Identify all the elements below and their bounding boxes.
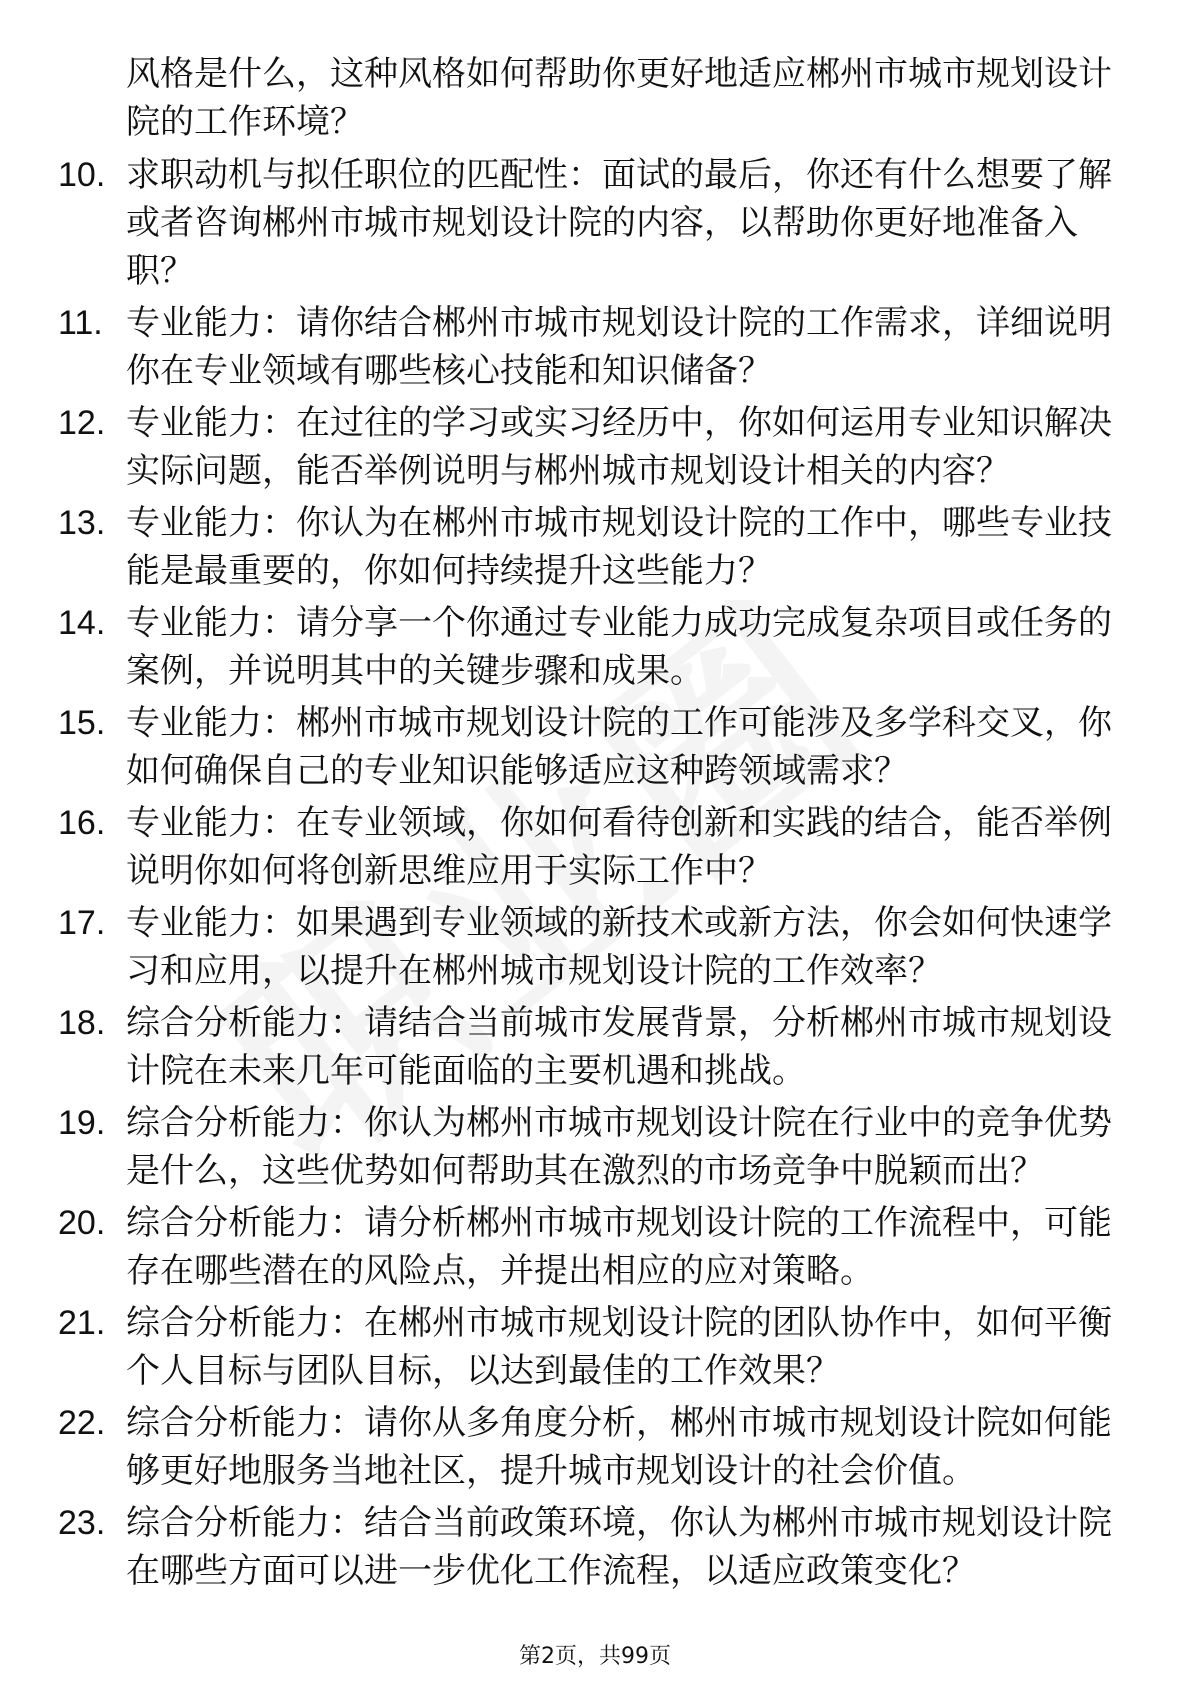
item-text: 专业能力：郴州市城市规划设计院的工作可能涉及多学科交叉，你如何确保自己的专业知识能够适应这种跨领域需求？ <box>126 703 1112 791</box>
list-item <box>0 799 1116 895</box>
list-item <box>0 1099 1116 1195</box>
list-item <box>0 299 1116 395</box>
item-number: 16. <box>58 804 106 842</box>
list-item <box>0 151 1116 295</box>
item-number: 14. <box>58 604 106 642</box>
item-number: 21. <box>58 1304 106 1342</box>
item-text: 求职动机与拟任职位的匹配性：面试的最后，你还有什么想要了解或者咨询郴州市城市规划设计院的内容，以帮助你更好地准备入职？ <box>126 155 1112 291</box>
item-number: 12. <box>58 404 106 442</box>
list-item <box>0 1299 1116 1395</box>
list-item <box>0 999 1116 1095</box>
item-text: 专业能力：请分享一个你通过专业能力成功完成复杂项目或任务的案例，并说明其中的关键步骤和成果。 <box>126 603 1112 691</box>
item-number: 11. <box>58 304 103 342</box>
item-text: 专业能力：你认为在郴州市城市规划设计院的工作中，哪些专业技能是最重要的，你如何持续提升这些能力？ <box>126 503 1112 591</box>
item-text: 综合分析能力：结合当前政策环境，你认为郴州市城市规划设计院在哪些方面可以进一步优化工作流程，以适应政策变化？ <box>126 1503 1112 1591</box>
item-text: 专业能力：在专业领域，你如何看待创新和实践的结合，能否举例说明你如何将创新思维应用于实际工作中？ <box>126 803 1112 891</box>
item-number: 19. <box>58 1104 106 1142</box>
item-number: 17. <box>58 904 106 942</box>
item-text: 专业能力：如果遇到专业领域的新技术或新方法，你会如何快速学习和应用，以提升在郴州城市规划设计院的工作效率？ <box>126 903 1112 991</box>
item-text: 专业能力：请你结合郴州市城市规划设计院的工作需求，详细说明你在专业领域有哪些核心技能和知识储备？ <box>126 303 1112 391</box>
list-item <box>0 1199 1116 1295</box>
item-number: 18. <box>58 1004 106 1042</box>
list-item <box>0 1499 1116 1595</box>
question-list <box>0 151 1190 1599</box>
item-text: 综合分析能力：你认为郴州市城市规划设计院在行业中的竞争优势是什么，这些优势如何帮助其在激烈的市场竞争中脱颖而出？ <box>126 1103 1112 1191</box>
list-item <box>0 399 1116 495</box>
item-number: 15. <box>58 704 106 742</box>
item-text: 综合分析能力：请结合当前城市发展背景，分析郴州市城市规划设计院在未来几年可能面临的主要机遇和挑战。 <box>126 1003 1112 1091</box>
continuation-text: 风格是什么，这种风格如何帮助你更好地适应郴州市城市规划设计院的工作环境？ <box>126 54 1112 142</box>
item-number: 22. <box>58 1404 106 1442</box>
list-item <box>0 899 1116 995</box>
item-text: 综合分析能力：在郴州市城市规划设计院的团队协作中，如何平衡个人目标与团队目标，以达到最佳的工作效果？ <box>126 1303 1112 1391</box>
item-number: 10. <box>58 156 106 194</box>
item-number: 13. <box>58 504 106 542</box>
item-text: 专业能力：在过往的学习或实习经历中，你如何运用专业知识解决实际问题，能否举例说明与郴州城市规划设计相关的内容？ <box>126 403 1112 491</box>
item-number: 20. <box>58 1204 106 1242</box>
list-item <box>0 1399 1116 1495</box>
item-number: 23. <box>58 1504 106 1542</box>
list-item <box>0 499 1116 595</box>
page-number: 第2页，共99页 <box>519 1644 671 1669</box>
item-text: 综合分析能力：请分析郴州市城市规划设计院的工作流程中，可能存在哪些潜在的风险点，并提出相应的应对策略。 <box>126 1203 1112 1291</box>
item-text: 综合分析能力：请你从多角度分析，郴州市城市规划设计院如何能够更好地服务当地社区，提升城市规划设计的社会价值。 <box>126 1403 1112 1491</box>
list-item <box>0 699 1116 795</box>
list-item <box>0 599 1116 695</box>
